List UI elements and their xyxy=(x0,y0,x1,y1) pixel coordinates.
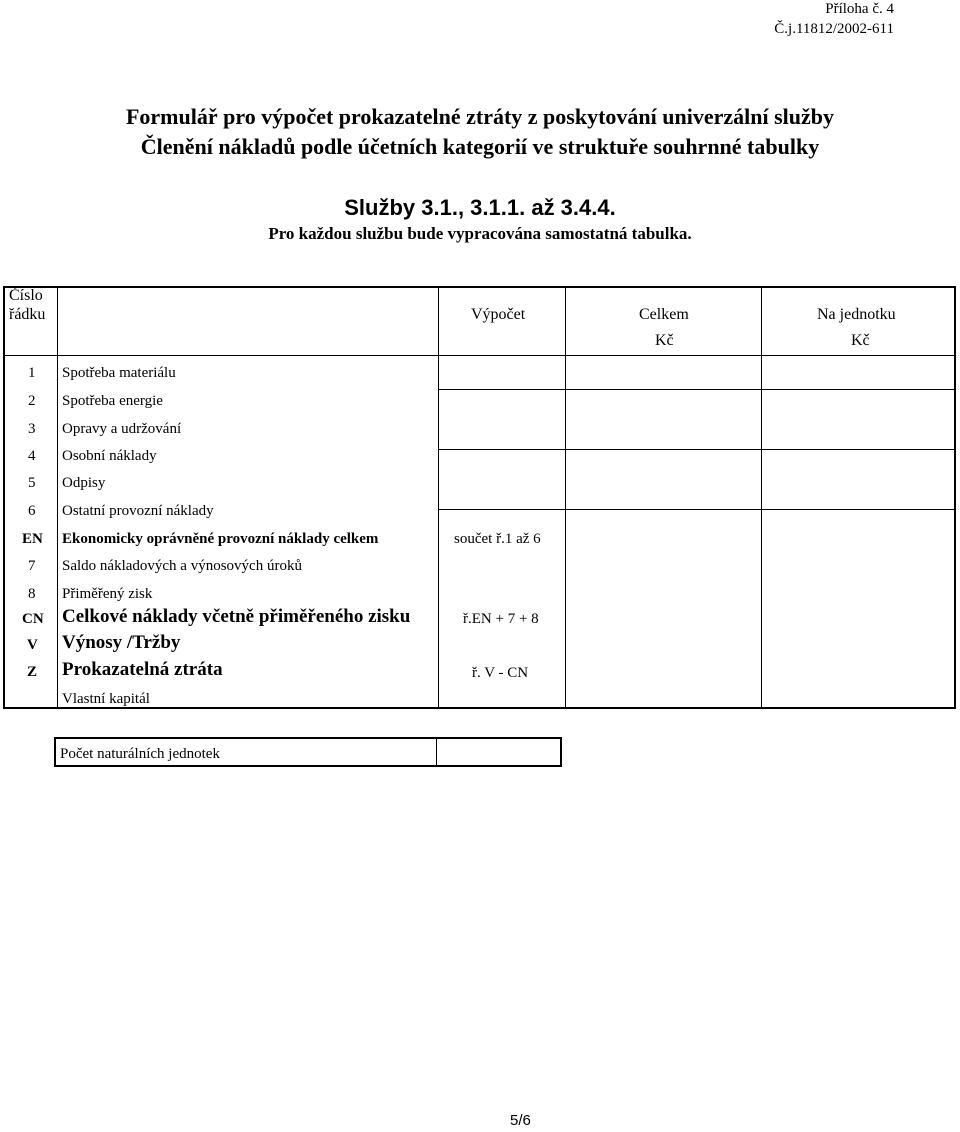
form-subtitle: Členění nákladů podle účetních kategorií ve struktuře souhrnné tabulky xyxy=(140,134,820,159)
header-calculation: Výpočet xyxy=(471,306,526,323)
unit-per-unit: Kč xyxy=(851,332,870,349)
row-label: Ostatní provozní náklady xyxy=(62,503,214,519)
form-title: Formulář pro výpočet prokazatelné ztráty z poskytování univerzální služby xyxy=(125,104,835,129)
calc-cell: součet ř.1 až 6 xyxy=(454,531,541,547)
unit-total: Kč xyxy=(655,332,674,349)
row-number: 8 xyxy=(28,586,36,602)
row-number: 6 xyxy=(28,503,36,519)
row-number: 4 xyxy=(28,448,36,464)
table-note: Pro každou službu bude vypracována samostatná tabulka. xyxy=(268,224,692,243)
row-number: EN xyxy=(22,531,43,547)
services-heading: Služby 3.1., 3.1.1. až 3.4.4. xyxy=(344,195,616,220)
row-label: Spotřeba energie xyxy=(62,393,163,409)
row-label: Saldo nákladových a výnosových úroků xyxy=(62,558,302,574)
row-label: Prokazatelná ztráta xyxy=(62,659,223,680)
row-number: V xyxy=(27,637,38,653)
natural-units-box xyxy=(54,737,562,767)
row-label: Osobní náklady xyxy=(62,448,157,464)
row-number: CN xyxy=(22,611,44,627)
row-number: 2 xyxy=(28,393,36,409)
row-label: Opravy a udržování xyxy=(62,421,182,437)
row-label: Ekonomicky oprávněné provozní náklady celkem xyxy=(62,531,379,547)
reference-number: Č.j.11812/2002-611 xyxy=(774,21,894,37)
attachment-label: Příloha č. 4 xyxy=(825,1,894,17)
row-number: 3 xyxy=(28,421,36,437)
row-label: Spotřeba materiálu xyxy=(62,365,176,381)
row-number: 7 xyxy=(28,558,36,574)
header-per-unit: Na jednotku xyxy=(817,306,896,323)
row-label: Přiměřený zisk xyxy=(62,586,153,602)
row-label: Odpisy xyxy=(62,475,106,491)
header-total: Celkem xyxy=(639,306,689,323)
page-number: 5/6 xyxy=(510,1112,531,1129)
header-row-number: Číslo řádku xyxy=(9,287,46,323)
row-number: 5 xyxy=(28,475,36,491)
row-label: Výnosy /Tržby xyxy=(62,632,181,653)
row-number: Z xyxy=(27,664,38,680)
row-label: Vlastní kapitál xyxy=(62,691,150,707)
natural-units-label: Počet naturálních jednotek xyxy=(60,746,220,762)
row-label: Celkové náklady včetně přiměřeného zisku xyxy=(62,606,411,627)
row-number: 1 xyxy=(28,365,36,381)
cost-table xyxy=(3,286,956,709)
calc-cell: ř. V - CN xyxy=(472,665,529,681)
calc-cell: ř.EN + 7 + 8 xyxy=(463,611,539,627)
